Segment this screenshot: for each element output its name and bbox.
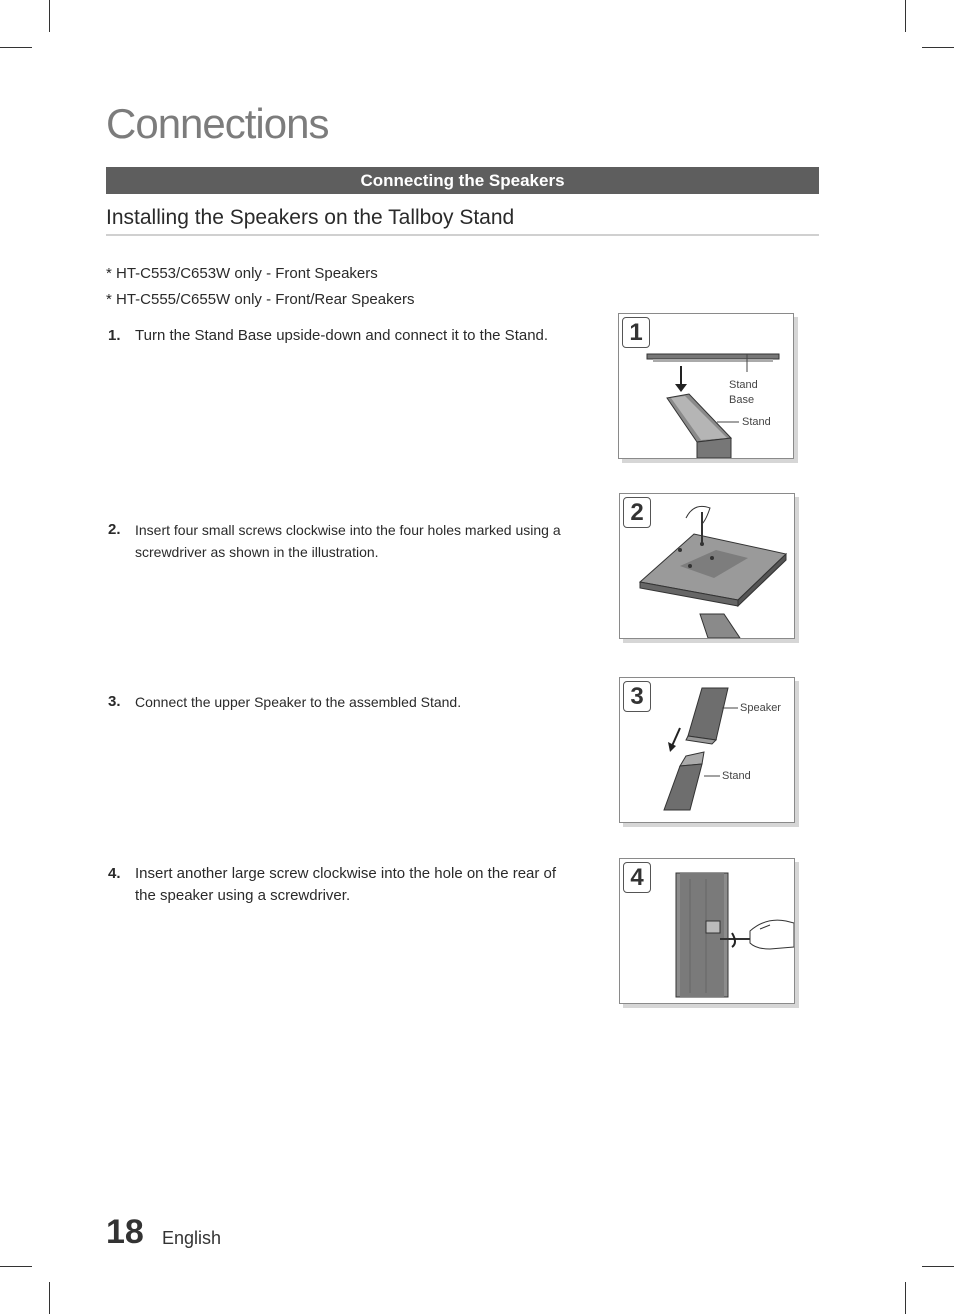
section-banner: Connecting the Speakers (106, 167, 819, 194)
figure-2 (619, 493, 795, 639)
section-title: Connections (106, 100, 329, 147)
crop-mark (922, 47, 954, 48)
figure-1 (618, 313, 794, 459)
step-text: Connect the upper Speaker to the assembled Stand. (135, 694, 462, 710)
step-text: Insert four small screws clockwise into the four holes marked using a screwdriver as shown in the illustration. (135, 522, 561, 560)
crop-mark (49, 1282, 50, 1314)
crop-mark (0, 1266, 32, 1267)
crop-mark (49, 0, 50, 32)
callout-stand: Stand (722, 770, 751, 782)
callout-stand-base: Stand Base (729, 379, 758, 406)
subheading: Installing the Speakers on the Tallboy Stand (106, 206, 819, 236)
figure-badge: 3 (623, 681, 651, 712)
step-number: 3. (108, 693, 121, 710)
crop-mark (905, 0, 906, 32)
step-number: 4. (108, 865, 121, 882)
step-text: Insert another large screw clockwise into the hole on the rear of the speaker using a screwdriver. (135, 865, 557, 904)
step-1 (108, 325, 578, 347)
page-number: 18 (106, 1213, 144, 1251)
model-note: * HT-C553/C653W only - Front Speakers (106, 265, 378, 282)
step-3 (108, 691, 578, 713)
figure-4 (619, 858, 795, 1004)
crop-mark (905, 1282, 906, 1314)
step-2 (108, 519, 578, 563)
figure-3 (619, 677, 795, 823)
figure-badge: 1 (622, 317, 650, 348)
crop-mark (0, 47, 32, 48)
model-note: * HT-C555/C655W only - Front/Rear Speakers (106, 291, 415, 308)
callout-stand: Stand (742, 416, 771, 428)
step-4 (108, 863, 578, 907)
step-number: 1. (108, 327, 121, 344)
page-language: English (162, 1228, 222, 1248)
figure-badge: 4 (623, 862, 651, 893)
figure-badge: 2 (623, 497, 651, 528)
step-text: Turn the Stand Base upside-down and connect it to the Stand. (135, 327, 549, 344)
crop-mark (922, 1266, 954, 1267)
step-number: 2. (108, 521, 121, 538)
callout-speaker: Speaker (740, 702, 781, 714)
